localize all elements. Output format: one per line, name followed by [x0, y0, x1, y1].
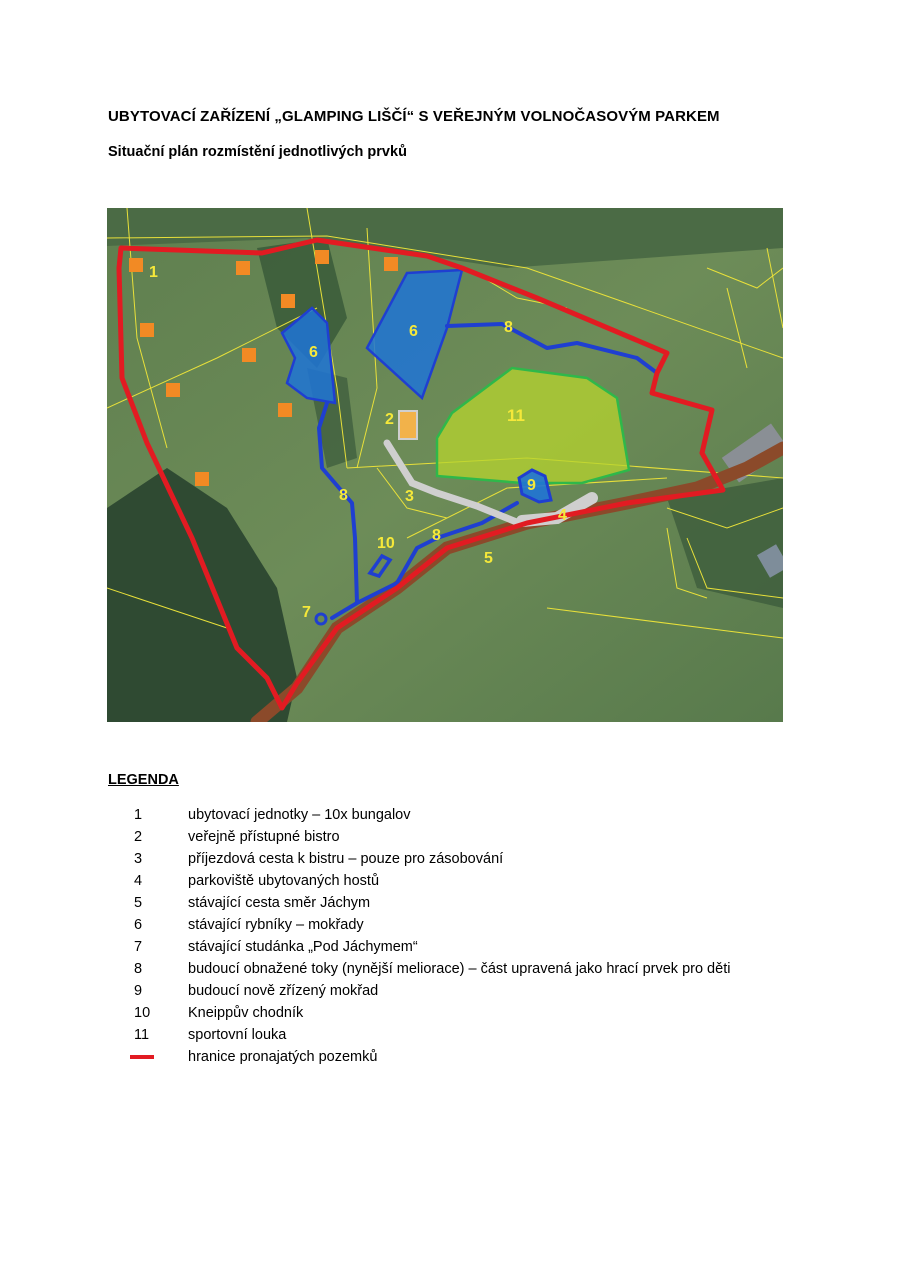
- bungalow: [195, 472, 209, 486]
- legend-text: stávající studánka „Pod Jáchymem“: [188, 939, 418, 955]
- legend-number: 10: [134, 1005, 151, 1021]
- bungalow: [166, 383, 180, 397]
- label-8-north: 8: [504, 319, 513, 336]
- legend-heading: LEGENDA: [108, 772, 179, 788]
- label-8-west: 8: [339, 487, 348, 504]
- legend-text: stávající rybníky – mokřady: [188, 917, 364, 933]
- legend-text: stávající cesta směr Jáchym: [188, 895, 371, 911]
- label-6-west: 6: [309, 344, 318, 361]
- legend-number: 5: [134, 895, 143, 911]
- legend-text: hranice pronajatých pozemků: [188, 1049, 378, 1065]
- label-11: 11: [507, 406, 525, 425]
- legend-number: 4: [134, 873, 143, 889]
- bungalow: [384, 257, 398, 271]
- legend-text: sportovní louka: [188, 1027, 287, 1043]
- label-6-east: 6: [409, 323, 418, 340]
- label-9: 9: [527, 477, 536, 494]
- legend-number: 8: [134, 961, 143, 977]
- legend-text: budoucí obnažené toky (nynější meliorace) – část upravená jako hrací prvek pro děti: [188, 961, 731, 977]
- legend-item: [108, 980, 808, 1002]
- label-10: 10: [377, 535, 395, 552]
- legend-item-boundary: [108, 1046, 808, 1068]
- legend-text: příjezdová cesta k bistru – pouze pro zásobování: [188, 851, 504, 867]
- legend-text: parkoviště ubytovaných hostů: [188, 873, 380, 889]
- bungalow: [278, 403, 292, 417]
- legend-item: [108, 1002, 808, 1024]
- legend-item: [108, 892, 808, 914]
- legend-number: 6: [134, 917, 143, 933]
- legend-number: 1: [134, 807, 143, 823]
- bistro-2: [399, 411, 417, 439]
- legend-number: 3: [134, 851, 143, 867]
- legend-text: Kneippův chodník: [188, 1005, 304, 1021]
- label-5: 5: [484, 550, 493, 567]
- label-8-south: 8: [432, 527, 441, 544]
- legend-item: [108, 958, 808, 980]
- legend-text: veřejně přístupné bistro: [188, 829, 340, 845]
- legend-number: 11: [134, 1027, 150, 1043]
- label-7: 7: [302, 604, 311, 621]
- label-4: 4: [558, 507, 567, 524]
- bungalow: [281, 294, 295, 308]
- label-2: 2: [385, 411, 394, 428]
- bungalow: [140, 323, 154, 337]
- bungalow: [236, 261, 250, 275]
- legend: [108, 804, 808, 1068]
- bungalow: [315, 250, 329, 264]
- site-plan-map: [107, 208, 783, 722]
- legend-item: [108, 936, 808, 958]
- label-1: 1: [149, 264, 158, 281]
- bungalow: [242, 348, 256, 362]
- legend-number: 9: [134, 983, 143, 999]
- legend-number: 2: [134, 829, 143, 845]
- document-subtitle: Situační plán rozmístění jednotlivých prvků: [108, 144, 407, 160]
- legend-item: [108, 848, 808, 870]
- legend-text: budoucí nově zřízený mokřad: [188, 983, 379, 999]
- legend-number: 7: [134, 939, 143, 955]
- legend-item: [108, 870, 808, 892]
- legend-item: [108, 1024, 808, 1046]
- label-3: 3: [405, 488, 414, 505]
- boundary-line-swatch: [130, 1055, 154, 1059]
- legend-item: [108, 914, 808, 936]
- document-title: UBYTOVACÍ ZAŘÍZENÍ „GLAMPING LIŠČÍ“ S VEŘEJNÝM VOLNOČASOVÝM PARKEM: [108, 108, 720, 125]
- legend-item: [108, 804, 808, 826]
- legend-text: ubytovací jednotky – 10x bungalov: [188, 807, 411, 823]
- legend-item: [108, 826, 808, 848]
- bungalow: [129, 258, 143, 272]
